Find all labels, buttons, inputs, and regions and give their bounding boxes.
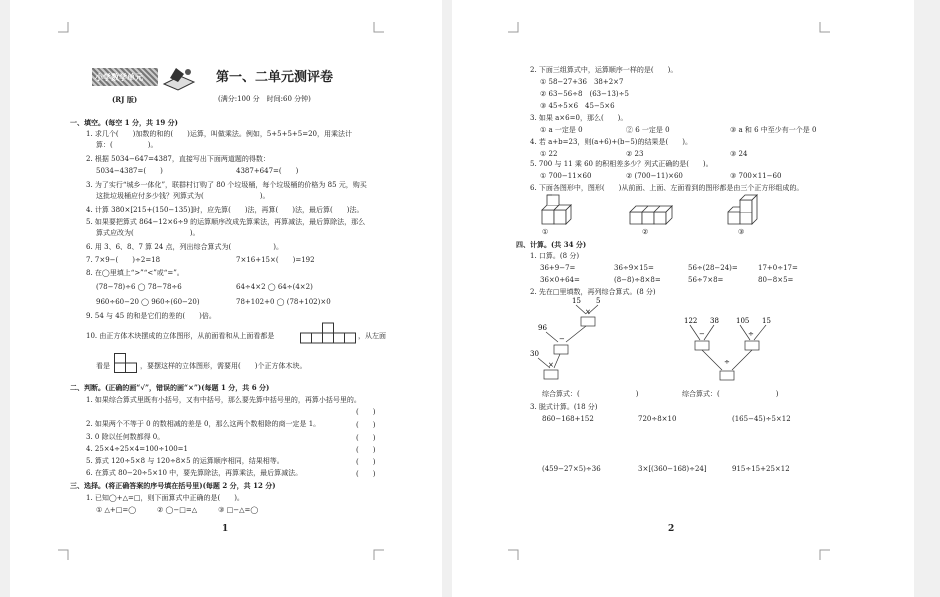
oral-calc: (8−8)÷8×8= <box>614 276 661 284</box>
formula-line: 综合算式：( ) <box>682 390 779 398</box>
section-heading: 四、计算。(共 34 分) <box>516 240 587 249</box>
choice-option: ③ 700×11−60 <box>730 172 782 180</box>
question-text: 这批垃圾桶应付多少钱？列算式为( )。 <box>96 192 270 200</box>
question-text: 6. 用 3、6、8、7 算 24 点，列出综合算式为( )。 <box>86 243 283 251</box>
tree-number: 30 <box>530 350 539 358</box>
question-text: 3. 为了实行“城乡一体化”，联群村订购了 80 个垃圾桶，每个垃圾桶的价格为 85 元，购买 <box>86 181 367 189</box>
front-top-view-figure <box>300 322 356 344</box>
oral-calc: 17+0÷17= <box>758 264 798 272</box>
question-text: 7×16+15×( )=192 <box>236 256 315 264</box>
crop-mark-icon <box>372 22 384 34</box>
question-text: 10. 由正方体木块摆成的立体图形，从前面看和从上面看都是 <box>86 332 275 340</box>
choice-option: ② 6 一定是 0 <box>626 126 670 134</box>
crop-mark-icon <box>58 548 70 560</box>
tree-number: 5 <box>596 297 601 305</box>
answer-blank: ( ) <box>356 470 376 478</box>
question-text: 8. 在◯里填上“>”“<”或“=”。 <box>86 269 184 277</box>
tree-number: 122 <box>684 317 698 325</box>
step-calc: (459−27×5)÷36 <box>542 465 601 473</box>
choice-option: ③ a 和 6 中至少有一个是 0 <box>730 126 817 134</box>
answer-blank: ( ) <box>356 434 376 442</box>
question-text: ，要摆这样的立体图形，需要用( )个正方体木块。 <box>140 362 307 370</box>
tree-operator: ÷ <box>724 358 730 366</box>
oral-calc: 36×0+64= <box>540 276 580 284</box>
logo-text: 小学数学单元 <box>95 72 143 82</box>
step-calc: 915÷15+25×12 <box>732 465 790 473</box>
edition-label: (RJ 版) <box>112 95 138 104</box>
formula-line: 综合算式：( ) <box>542 390 639 398</box>
question-text: 7. 7×9−( )÷2=18 <box>86 256 161 264</box>
judgement-item: 2. 如果两个不等于 0 的数相减的差是 0，那么这两个数相除的商一定是 1。 <box>86 420 321 428</box>
crop-mark-icon <box>818 22 830 34</box>
answer-box <box>745 341 759 350</box>
page-title: 第一、二单元测评卷 <box>216 70 334 85</box>
oral-calc: 56÷(28−24)= <box>688 264 738 272</box>
calc-tree-1 <box>530 296 610 380</box>
judgement-item: 5. 算式 120÷5×8 与 120÷8×5 的运算顺序相同，结果相等。 <box>86 457 284 465</box>
step-calc: 860−168+152 <box>542 415 594 423</box>
answer-blank: ( ) <box>356 421 376 429</box>
choice-option: ③ 45÷5×6 45−5×6 <box>540 102 615 110</box>
tree-operator: − <box>559 335 565 343</box>
figure-label: ② <box>642 228 649 236</box>
choice-option: ① 22 <box>540 150 558 158</box>
tree-operator: − <box>699 330 705 338</box>
compare-expression: 64÷4×2 ◯ 64÷(4×2) <box>236 283 313 291</box>
left-view-figure <box>114 353 138 373</box>
choice-option: ② 23 <box>626 150 644 158</box>
document-page-2 <box>452 0 914 597</box>
question-text: 5. 如果要把算式 864−12×6÷9 的运算顺序改成先算乘法，再算减法，最后算除法，那么 <box>86 218 366 226</box>
page-number: 1 <box>222 524 229 534</box>
question-text: 4387+647=( ) <box>236 167 299 175</box>
tree-number: 38 <box>710 317 719 325</box>
compare-expression: 78+102+0 ◯ (78+102)×0 <box>236 298 331 306</box>
figure-label: ③ <box>738 228 745 236</box>
compare-expression: 960÷60−20 ◯ 960÷(60−20) <box>96 298 200 306</box>
logo-banner <box>92 68 158 86</box>
crop-mark-icon <box>58 22 70 34</box>
crop-mark-icon <box>508 22 520 34</box>
oral-calc: 36÷9×15= <box>614 264 654 272</box>
step-calc: 3×[(360−168)÷24] <box>638 465 707 473</box>
figure-label: ① <box>542 228 549 236</box>
page-gap <box>442 0 452 597</box>
question-text: ，从左面 <box>358 332 386 340</box>
tree-operator: × <box>548 361 554 369</box>
question-text: 9. 54 与 45 的和是它们的差的( )倍。 <box>86 312 216 320</box>
section-heading: 三、选择。(将正确答案的序号填在括号里)(每题 2 分，共 12 分) <box>70 481 276 490</box>
crop-mark-icon <box>508 548 520 560</box>
section-heading: 一、填空。(每空 1 分，共 19 分) <box>70 118 178 127</box>
answer-box <box>720 371 734 380</box>
judgement-item: 6. 在算式 80−20÷5×10 中，要先算除法，再算乘法，最后算减法。 <box>86 469 303 477</box>
question-text: 1. 口算。(8 分) <box>530 252 580 260</box>
choice-option: ③ 24 <box>730 150 748 158</box>
question-text: 2. 下面三组算式中，运算顺序一样的是( )。 <box>530 66 678 74</box>
cube-figures <box>538 194 778 228</box>
tree-number: 96 <box>538 324 547 332</box>
question-text: 算式应改为( )。 <box>96 229 200 237</box>
question-text: 看是 <box>96 362 110 370</box>
tree-operator: ÷ <box>748 330 754 338</box>
tree-operator: × <box>585 308 591 316</box>
step-calc: 720÷8×10 <box>638 415 677 423</box>
oral-calc: 56÷7×8= <box>688 276 724 284</box>
choice-option: ② (700−11)×60 <box>626 172 683 180</box>
question-text: 4. 计算 380×[215+(150−135)]时，应先算( )法，再算( )法，最后算( )法。 <box>86 206 364 214</box>
answer-blank: ( ) <box>356 458 376 466</box>
crop-mark-icon <box>372 548 384 560</box>
answer-blank: ( ) <box>356 446 376 454</box>
tree-number: 15 <box>762 317 771 325</box>
answer-box <box>544 370 558 379</box>
question-text: 6. 下面各图形中，图形( )从前面、上面、左面看到的图形都是由三个正方形组成的。 <box>530 184 804 192</box>
book-illustration-icon <box>162 64 196 92</box>
section-heading: 二、判断。(正确的画“√”，错误的画“×”)(每题 1 分，共 6 分) <box>70 383 270 392</box>
question-text: 2. 根据 5034−647=4387，直接写出下面两道题的得数： <box>86 155 270 163</box>
judgement-item: 1. 如果综合算式里既有小括号，又有中括号，那么要先算中括号里的，再算小括号里的。 <box>86 396 361 404</box>
oral-calc: 80−8×5= <box>758 276 794 284</box>
answer-box <box>554 345 568 354</box>
compare-expression: (78−78)÷6 ◯ 78−78÷6 <box>96 283 182 291</box>
question-text: 5. 700 与 11 乘 60 的积相差多少？列式正确的是( )。 <box>530 160 713 168</box>
choice-options: ① △+□=◯ ② ◯−□=△ ③ □−△=◯ <box>96 506 259 514</box>
document-page-1 <box>10 0 442 597</box>
judgement-item: 4. 25×4÷25×4=100÷100=1 <box>86 445 188 453</box>
question-text: 3. 脱式计算。(18 分) <box>530 403 598 411</box>
page-number: 2 <box>668 524 675 534</box>
judgement-item: 3. 0 除以任何数都得 0。 <box>86 433 165 441</box>
tree-number: 105 <box>736 317 750 325</box>
answer-blank: ( ) <box>356 408 376 416</box>
oral-calc: 36+9−7= <box>540 264 576 272</box>
step-calc: (165−45)÷5×12 <box>732 415 791 423</box>
crop-mark-icon <box>818 548 830 560</box>
choice-option: ② 63−56÷8 (63−13)÷5 <box>540 90 629 98</box>
calc-tree-2 <box>678 316 778 382</box>
choice-option: ① 700−11×60 <box>540 172 592 180</box>
question-text: 4. 若 a+b=23，则(a+6)+(b−5)的结果是( )。 <box>530 138 692 146</box>
question-text: 3. 如果 a×6=0，那么( )。 <box>530 114 628 122</box>
answer-box <box>581 317 595 326</box>
exam-meta: (满分:100 分 时间:60 分钟) <box>218 95 311 103</box>
choice-option: ① a 一定是 0 <box>540 126 583 134</box>
question-text: 5034−4387=( ) <box>96 167 163 175</box>
tree-number: 15 <box>572 297 581 305</box>
question-text: 2. 先在□里填数，再列综合算式。(8 分) <box>530 288 656 296</box>
question-text: 1. 求几个( )加数的和的( )运算，叫做乘法。例如，5+5+5+5=20，用乘法计 <box>86 130 353 138</box>
left-gutter <box>0 0 10 597</box>
question-text: 算：( )。 <box>96 141 158 149</box>
answer-box <box>695 341 709 350</box>
choice-option: ① 58−27+36 38+2×7 <box>540 78 624 86</box>
question-text: 1. 已知◯+△=□，则下面算式中正确的是( )。 <box>86 494 244 502</box>
